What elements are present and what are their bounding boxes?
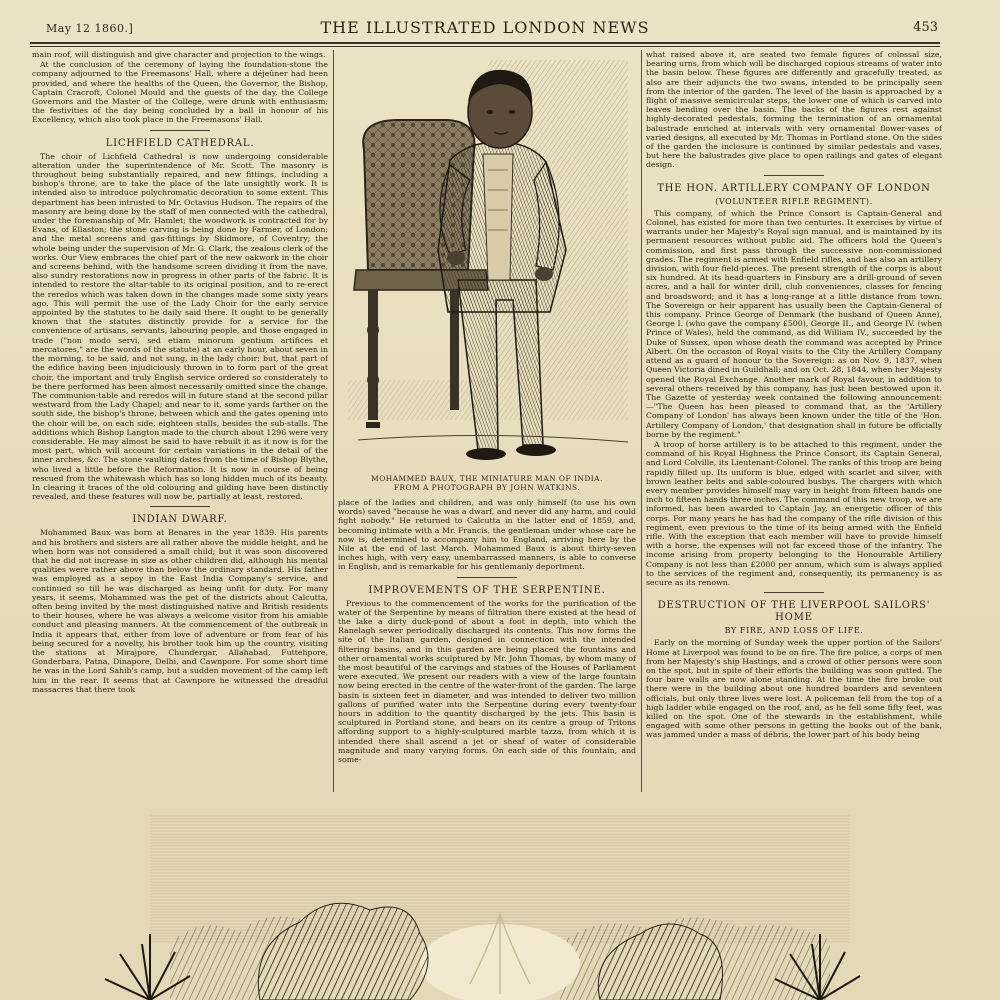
- column-middle: [338, 50, 636, 792]
- column-divider: [641, 50, 642, 792]
- portrait-engraving: [338, 50, 636, 470]
- article-paragraph: what raised above it, are seated two female figures of colossal size, bearing urns, from which will be discharged copious streams of water into the basin below. These figures are differently and gracefully treated, as also are their adjuncts the two swans, intended to be principally seen from the interior of the garden. The level of the basin is approached by a flight of massive semicircular steps, the lower one of which is carved into leaves bending over the basin. The backs of the figures rest against highly-decorated pedestals, forming the termination of an ornamental balustrade enriched at intervals with very ornamental flower-vases of varied designs, all executed by Mr. Thomas in Portland stone. On the sides of the garden the inclosure is continued by similar pedestals and vases, but here the balustrades give place to open railings and gates of elegant design.: [646, 50, 942, 170]
- article-paragraph: Mohammed Baux was born at Benares in the year 1839. His parents and his brothers and sisters are all rather above the middle height, and he when born was not considered a small child; but it was soon discovered that he did not increase in size as other children did, although his mental qualities were rather above than below the ordinary standard. His father was employed as a sepoy in the East India Company's service, and continued so till he was discharged as being unfit for duty. For many years, it seems, Mohammed was the pet of the districts about Calcutta, often being invited by the most distinguished native and British residents to their houses, where he was always a welcome visitor from his amiable conduct and pleasing manners. At the commencement of the outbreak in India it appears that, either from love of adventure or from fear of his being secured for a novelty, his brother took him up the country, visiting the stations at Mirajpore, Chundergar, Allahabad, Futtehpore, Gonderbara, Patna, Dinapore, Delhi, and Cawnpore. For some short time he was in the Lord Sahib's camp, but a sudden movement of the camp left him in the rear. It seems that at Cawnpore he witnessed the dreadful massacres that there took: [32, 528, 328, 694]
- portrait-caption: [338, 474, 636, 492]
- article-paragraph: The choir of Lichfield Cathedral is now undergoing considerable alteration under the superintendence of Mr. Scott. The masonry is throughout being substantially repaired, and new fittings, including a bishop's throne, are to take the place of the late unsightly work. It is intended also to introduce polychromatic decoration to some extent. This department has been intrusted to Mr. Octavius Hudson. The repairs of the masonry are being done by the staff of men connected with the cathedral, under the foremanship of Mr. Hamlet; the woodwork is contracted for by Evans, of Ellaston; the stone carving is being done by Farmer, of London; and the metal screens and gas-fittings by Skidmore, of Coventry; the whole being under the supervision of Mr. G. Clark, the zealous clerk of the works. Our View embraces the chief part of the new oakwork in the choir and screens behind, with the handsome screen dividing it from the nave, also sundry restorations now in progress in other parts of the fabric. It is intended to restore the altar-table to its original position, and to re-erect the reredos which was taken down in the changes made some sixty years ago. This will permit the use of the Lady Choir for the early service appointed by the statutes to be daily said there. It ought to be generally known that the statutes distinctly provide for a service for the convenience of artisans, servants, labouring people, and those engaged in trade ("non modo servi, sed etiam minorum gentium artifices et mercatores," are the words of the statute) at an early hour, about seven in the morning, to be said, and not sung, in the lady choir; but, that part of the edifice having been injudiciously thrown in to form part of the great choir, the important and truly English service ordered so considerately to be there performed has been almost necessarily omitted since the change. The communion-table and reredos will in future stand at the second pillar westward from the Lady Chapel; and near to it, some yards farther on the south side, the bishop's throne, between which and the gates opening into the choir will be, on each side, eighteen stalls, besides the sub-stalls. The additions which Bishop Langton made to the church about 1296 were very considerable. He may almost be said to have rebuilt it as it now is for the most part, which will account for certain variations in the detail of the inner arches, &c. The stone vaulting dates from the time of Bishop Blythe, who lived a little before the Reformation. It is now in course of being rescued from the whitewash which has so long hidden much of its beauty. In clearing it traces of the old colouring and gilding have been distinctly revealed, and these features will now be, partially at least, restored.: [32, 151, 328, 502]
- article-paragraph: At the conclusion of the ceremony of laying the foundation-stone the company adjourned to the Freemasons' Hall, where a déjeûner had been provided, and where the healths of the Queen, the Governor, the Bishop, Captain Cracroft, Colonel Mould and the guests of the day, the College Governors and the Master of the College, were drunk with enthusiasm; the festivities of the day being concluded by a ball in honour of his Excellency, which also took place in the Freemasons' Hall.: [32, 60, 328, 125]
- garden-engraving: [0, 794, 1000, 1000]
- caption-credit: FROM A PHOTOGRAPH BY JOHN WATKINS.: [393, 483, 581, 492]
- heading-serpentine: IMPROVEMENTS OF THE SERPENTINE.: [368, 584, 606, 596]
- section-rule: [764, 175, 824, 176]
- section-rule: [764, 592, 824, 593]
- column-divider: [333, 50, 334, 792]
- article-paragraph: A troop of horse artillery is to be attached to this regiment, under the command of his Royal Highness the Prince Consort, its Captain General, and Lord Colville, its Lieutenant-Colonel. The ranks of this troop are being rapidly filled up. Its uniform is blue, edged with scarlet and silver, with brown leather belts and sable-coloured busbys. The chargers with which every member provides himself may vary in height from fifteen hands one inch to fifteen hands three inches. The command of this new troop, we are informed, has been awarded to Captain Jay, an energetic officer of this corps. For many years he has had the company of the rifle division of this regiment, even previous to the time of its being armed with the Enfield rifle. With the exception that each member will have to provide himself with a horse, the expenses will not far exceed those of the infantry. The income arising from property belonging to the Honourable Artillery Company is not less than £2000 per annum, which sum is always applied to the services of the regiment and, consequently, its permanency is as secure as its renown.: [646, 439, 942, 587]
- caption-title: MOHAMMED BAUX, THE MINIATURE MAN OF INDIA.: [371, 474, 603, 483]
- subheading-artillery: (VOLUNTEER RIFLE REGIMENT).: [715, 196, 873, 206]
- heading-lichfield-cathedral: LICHFIELD CATHEDRAL.: [105, 137, 255, 149]
- newspaper-title: THE ILLUSTRATED LONDON NEWS: [320, 18, 650, 37]
- article-paragraph: Early on the morning of Sunday week the upper portion of the Sailors' Home at Liverpool was found to be on fire. The fire police, a corps of men from her Majesty's ship Hastings, and a crowd of other persons were soon on the spot, but in spite of their efforts the building was soon gutted. The four bare walls are now alone standing. At the time the fire broke out there were in the building about one hundred boarders and seventeen officials, but only three lives were lost. A policeman fell from the top of a high ladder while engaged on the roof, and, as he fell some fifty feet, was killed on the spot. One of the stewards in the establishment, while engaged with some other persons in getting the books out of the bank, was jammed under a mass of débris, the lower part of his body being: [646, 638, 942, 740]
- masthead-rule: [30, 46, 940, 47]
- section-rule: [457, 577, 517, 578]
- article-paragraph: This company, of which the Prince Consort is Captain-General and Colonel, has existed for more than two centuries. It exercises by virtue of warrants under her Majesty's Royal sign manual, and is maintained by its permanent resources without public aid. The officers hold the Queen's commission, and first pass through the successive non-commissioned grades. The regiment is armed with Enfield rifles, and has also an artillery division, with four field-pieces. The present strength of the corps is about six hundred. At its head-quarters in Finsbury are a drill-ground of seven acres, and a hall for winter drill, club conveniences, classes for fencing and broadsword; and it has a long-range at a little distance from town. The Sovereign or heir apparent has usually been the Captain-General of this company. Prince George of Denmark (the husband of Queen Anne), George I. (who gave the company £500), George II., and George IV. (when Prince of Wales), held the command, as did William IV., succeeded by the Duke of Sussex, upon whose death the command was accepted by Prince Albert. On the occasion of Royal visits to the City the Artillery Company attend as a guard of honour to the Sovereign: as on Nov. 9, 1837, when Queen Victoria dined in Guildhall; and on Oct. 28, 1844, when her Majesty opened the Royal Exchange. Another mark of Royal favour, in addition to several others received by this company, has just been bestowed upon it. The Gazette of yesterday week contained the following announcement:—"The Queen has been pleased to command that, as the 'Artillery Company of London' has always been known under the title of the 'Hon. Artillery Company of London,' that designation shall in future be officially borne by the regiment.": [646, 208, 942, 439]
- article-paragraph: main roof, will distinguish and give character and projection to the wings.: [32, 50, 326, 59]
- column-left: [32, 50, 328, 792]
- article-paragraph: place of the ladies and children, and was only himself (to use his own words) saved "because he was a dwarf, and never did any harm, and could fight nobody." He returned to Calcutta in the latter end of 1859, and, becoming intimate with a Mr. Francis, the gentleman under whose care he now is, determined to accompany him to England, arriving here by the Nile at the end of last March. Mohammed Baux is about thirty-seven inches high, with very easy, unembarrassed manners, is able to converse in English, and is remarkable for his gentlemanly deportment.: [338, 498, 636, 572]
- issue-date: May 12 1860.]: [46, 22, 134, 35]
- page-number: 453: [913, 20, 938, 35]
- heading-indian-dwarf: INDIAN DWARF.: [132, 514, 228, 526]
- section-rule: [150, 506, 210, 507]
- subheading-sailors-home: BY FIRE, AND LOSS OF LIFE.: [724, 626, 864, 636]
- section-rule: [150, 130, 210, 131]
- fountain-illustration: [0, 794, 1000, 1000]
- dwarf-portrait-illustration: [338, 50, 636, 470]
- masthead: [30, 14, 940, 44]
- column-right: [646, 50, 942, 792]
- heading-sailors-home: DESTRUCTION OF THE LIVERPOOL SAILORS' HOME: [657, 600, 931, 624]
- article-paragraph: Previous to the commencement of the works for the purification of the water of the Serpentine by means of filtration there existed at the head of the lake a dirty duck-pond of about a foot in depth, into which the Ranelagh sewer periodically discharged its contents. This now forms the site of the Italian garden, designed in connection with the intended filtering basins, and in this garden are being placed the fountains and other ornamental works sculptured by Mr. John Thomas, by whom many of the most beautiful of the carvings and statues of the Houses of Parliament were executed. We present our readers with a view of the large fountain now being erected in the centre of the water-front of the garden. The large basin is sixteen feet in diameter, and was intended to deliver two million gallons of purified water into the Serpentine during every twenty-four hours in addition to the quantity discharged by the jets. This basin is sculptured in Portland stone, and bears on its centre a group of Tritons affording support to a highly-sculptured marble tazza, from which it is intended there shall ascend a jet or sheaf of water of considerable magnitude and many varying forms. On each side of this fountain, and some-: [338, 598, 636, 765]
- heading-artillery-company: THE HON. ARTILLERY COMPANY OF LONDON: [657, 182, 931, 194]
